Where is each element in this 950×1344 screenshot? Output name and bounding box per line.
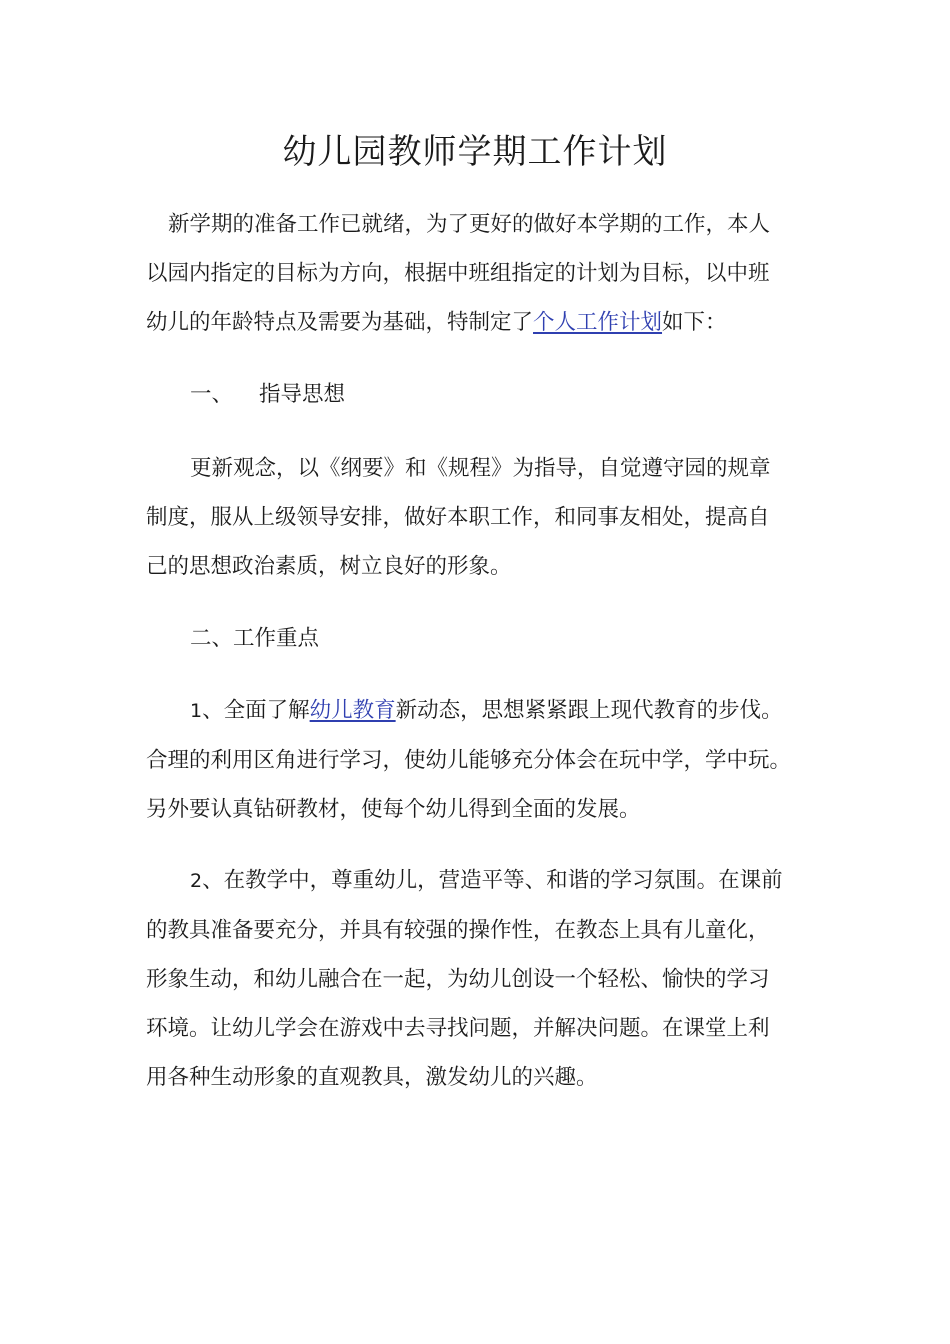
intro-line-3 bbox=[146, 298, 806, 347]
section1-heading bbox=[146, 370, 806, 419]
item2-number: 2 bbox=[190, 870, 203, 892]
item1-number: 1 bbox=[190, 700, 203, 722]
intro-line-1: 新学期的准备工作已就绪，为了更好的做好本学期的工作，本人 bbox=[168, 212, 771, 237]
intro-line-3-tail: 如下： bbox=[662, 310, 727, 335]
item2-line-2: 的教具准备要充分，并具有较强的操作性，在教态上具有儿童化， bbox=[146, 918, 770, 943]
section1-heading-text: 指导思想 bbox=[259, 382, 346, 407]
item1-line-3: 另外要认真钻研教材，使每个幼儿得到全面的发展。 bbox=[146, 797, 641, 822]
item2-line-3: 形象生动，和幼儿融合在一起，为幼儿创设一个轻松、愉快的学习 bbox=[146, 967, 770, 992]
intro-line-3-text: 幼儿的年龄特点及需要为基础，特制定了 bbox=[146, 310, 534, 335]
intro-line-2: 以园内指定的目标为方向，根据中班组指定的计划为目标，以中班 bbox=[146, 261, 770, 286]
section2-heading-text: 二、工作重点 bbox=[190, 626, 320, 651]
section2-item-2 bbox=[146, 856, 806, 1102]
intro-paragraph bbox=[146, 200, 806, 347]
item2-line-4: 环境。让幼儿学会在游戏中去寻找问题，并解决问题。在课堂上利 bbox=[146, 1016, 770, 1041]
section2-item-1 bbox=[146, 686, 806, 834]
item1-line-1 bbox=[146, 686, 806, 736]
item2-line-1 bbox=[146, 856, 806, 906]
early-childhood-education-link[interactable]: 幼儿教育 bbox=[309, 698, 396, 723]
section1-line-2: 制度，服从上级领导安排，做好本职工作，和同事友相处，提高自 bbox=[146, 505, 770, 530]
section1-heading-num: 一、 bbox=[190, 382, 234, 407]
section1-heading-line bbox=[146, 370, 806, 419]
item1-line-1-tail: 新动态，思想紧紧跟上现代教育的步伐。 bbox=[395, 698, 783, 723]
section2-heading bbox=[146, 614, 806, 663]
document-title: 幼儿园教师学期工作计划 bbox=[282, 132, 668, 172]
section1-paragraph bbox=[146, 444, 806, 591]
item2-line-1-text: 、在教学中，尊重幼儿，营造平等、和谐的学习氛围。在课前 bbox=[202, 868, 783, 893]
section1-line-3: 己的思想政治素质，树立良好的形象。 bbox=[146, 554, 512, 579]
section1-line-1: 更新观念，以《纲要》和《规程》为指导，自觉遵守园的规章 bbox=[190, 456, 771, 481]
personal-work-plan-link[interactable]: 个人工作计划 bbox=[533, 310, 663, 335]
item1-line-1-text: 、全面了解 bbox=[202, 698, 310, 723]
item2-line-5: 用各种生动形象的直观教具，激发幼儿的兴趣。 bbox=[146, 1065, 598, 1090]
item1-line-2: 合理的利用区角进行学习，使幼儿能够充分体会在玩中学，学中玩。 bbox=[146, 748, 792, 773]
